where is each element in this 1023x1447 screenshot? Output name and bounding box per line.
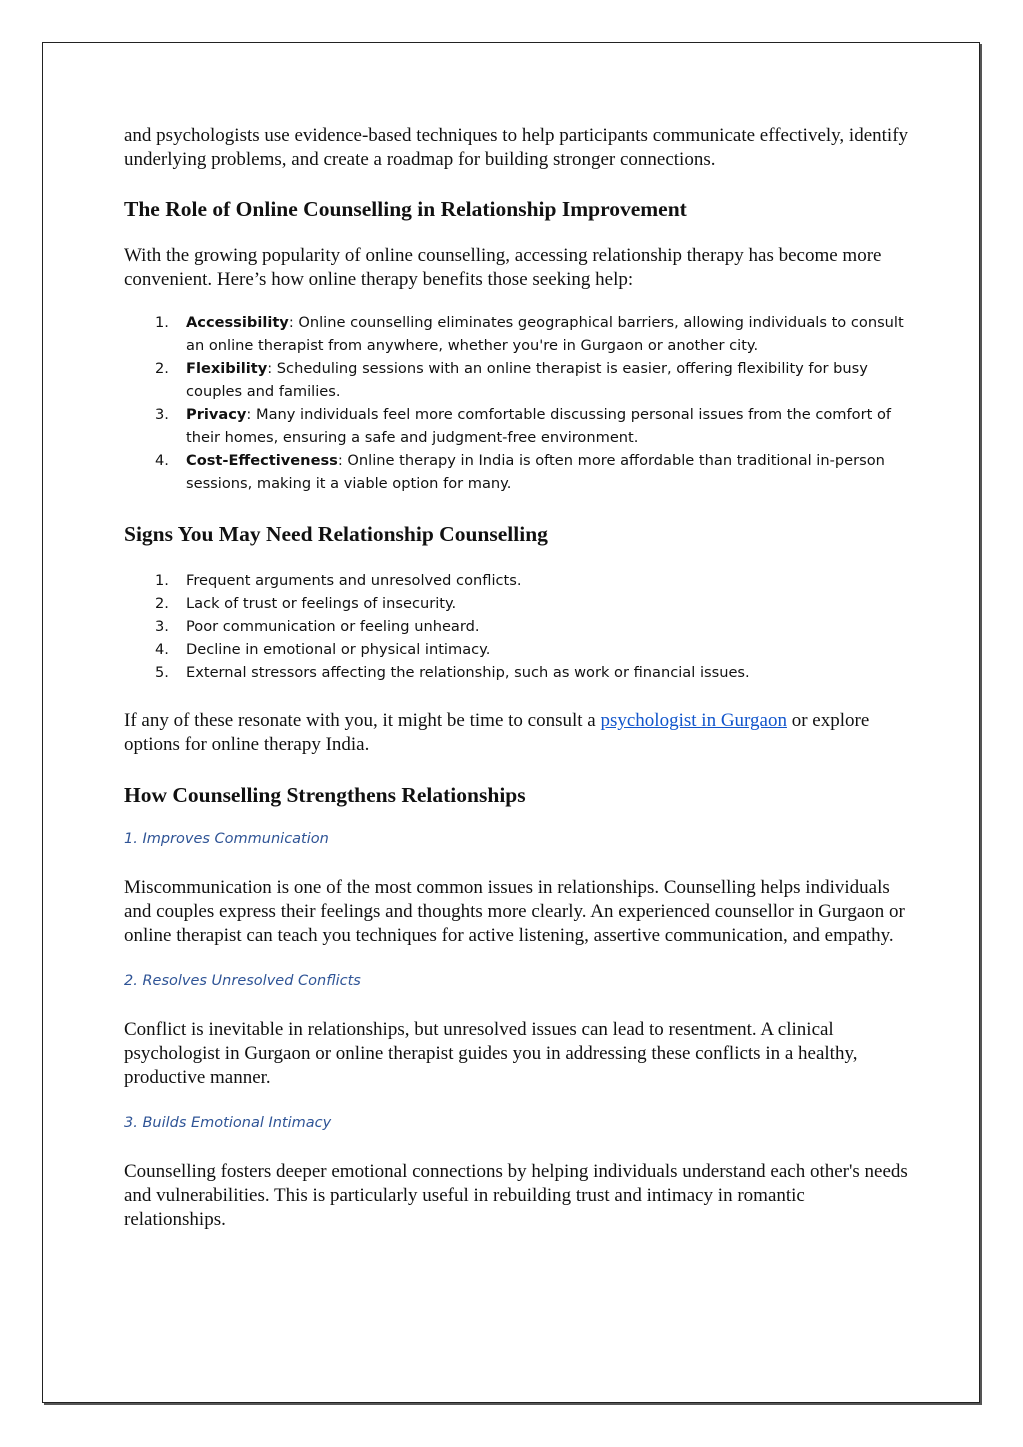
consult-paragraph (124, 709, 909, 757)
section1-paragraph: With the growing popularity of online counselling, accessing relationship therapy has become more convenient. Here’s how online therapy benefits those seeking help: (124, 245, 882, 290)
list-item (124, 592, 909, 615)
list-item-number: 2. (155, 360, 169, 377)
list-item-text: : Many individuals feel more comfortable discussing personal issues from the comfort of their homes, ensuring a safe and judgment-free environment. (186, 406, 892, 446)
subheading-intimacy: 3. Builds Emotional Intimacy (124, 1115, 332, 1131)
list-item-text: External stressors affecting the relationship, such as work or financial issues. (186, 664, 750, 681)
list-item-term: Privacy (186, 406, 247, 423)
subheading-communication: 1. Improves Communication (124, 831, 329, 847)
list-item-term: Accessibility (186, 314, 289, 331)
list-item (124, 449, 909, 495)
list-item (124, 661, 909, 684)
subheading-conflicts: 2. Resolves Unresolved Conflicts (124, 973, 361, 989)
list-item (124, 403, 909, 449)
list-item-number: 4. (155, 452, 169, 469)
list-item-text: : Online therapy in India is often more affordable than traditional in-person sessions, making it a viable option for many. (186, 452, 885, 492)
benefits-list (124, 311, 909, 495)
list-item (124, 638, 909, 661)
list-item-number: 3. (155, 618, 169, 635)
psychologist-gurgaon-link[interactable]: psychologist in Gurgaon (600, 710, 787, 731)
section-heading-strengthens: How Counselling Strengthens Relationships (124, 783, 526, 807)
list-item-text: Frequent arguments and unresolved conflicts. (186, 572, 522, 589)
list-item (124, 357, 909, 403)
conflicts-paragraph: Conflict is inevitable in relationships, but unresolved issues can lead to resentment. A clinical psychologist in Gurgaon or online therapist guides you in addressing these conflicts in a healthy, productive manner. (124, 1019, 858, 1088)
list-item-number: 3. (155, 406, 169, 423)
list-item-number: 2. (155, 595, 169, 612)
communication-paragraph: Miscommunication is one of the most common issues in relationships. Counselling helps individuals and couples express their feelings and thoughts more clearly. An experienced counsellor in Gurgaon or online therapist can teach you techniques for active listening, assertive communication, and empathy. (124, 877, 905, 946)
list-item-number: 4. (155, 641, 169, 658)
list-item-text: : Online counselling eliminates geographical barriers, allowing individuals to consult an online therapist from anywhere, whether you're in Gurgaon or another city. (186, 314, 904, 354)
section-heading-online-counselling: The Role of Online Counselling in Relationship Improvement (124, 197, 687, 221)
list-item-text: Poor communication or feeling unheard. (186, 618, 480, 635)
intro-paragraph: and psychologists use evidence-based techniques to help participants communicate effectively, identify underlying problems, and create a roadmap for building stronger connections. (124, 125, 909, 170)
intimacy-paragraph: Counselling fosters deeper emotional connections by helping individuals understand each other's needs and vulnerabilities. This is particularly useful in rebuilding trust and intimacy in romantic relationships. (124, 1161, 908, 1230)
list-item-number: 1. (155, 572, 169, 589)
list-item (124, 311, 909, 357)
consult-text-after: or explore options for online therapy India. (124, 710, 870, 755)
list-item-number: 1. (155, 314, 169, 331)
signs-list (124, 569, 909, 684)
list-item-text: Lack of trust or feelings of insecurity. (186, 595, 457, 612)
consult-text-before: If any of these resonate with you, it might be time to consult a (124, 710, 601, 731)
list-item-number: 5. (155, 664, 169, 681)
list-item-text: Decline in emotional or physical intimacy. (186, 641, 491, 658)
list-item (124, 615, 909, 638)
document-content (124, 124, 909, 1232)
list-item-text: : Scheduling sessions with an online therapist is easier, offering flexibility for busy couples and families. (186, 360, 868, 400)
list-item-term: Flexibility (186, 360, 268, 377)
section-heading-signs: Signs You May Need Relationship Counselling (124, 522, 548, 546)
list-item (124, 569, 909, 592)
list-item-term: Cost-Effectiveness (186, 452, 338, 469)
